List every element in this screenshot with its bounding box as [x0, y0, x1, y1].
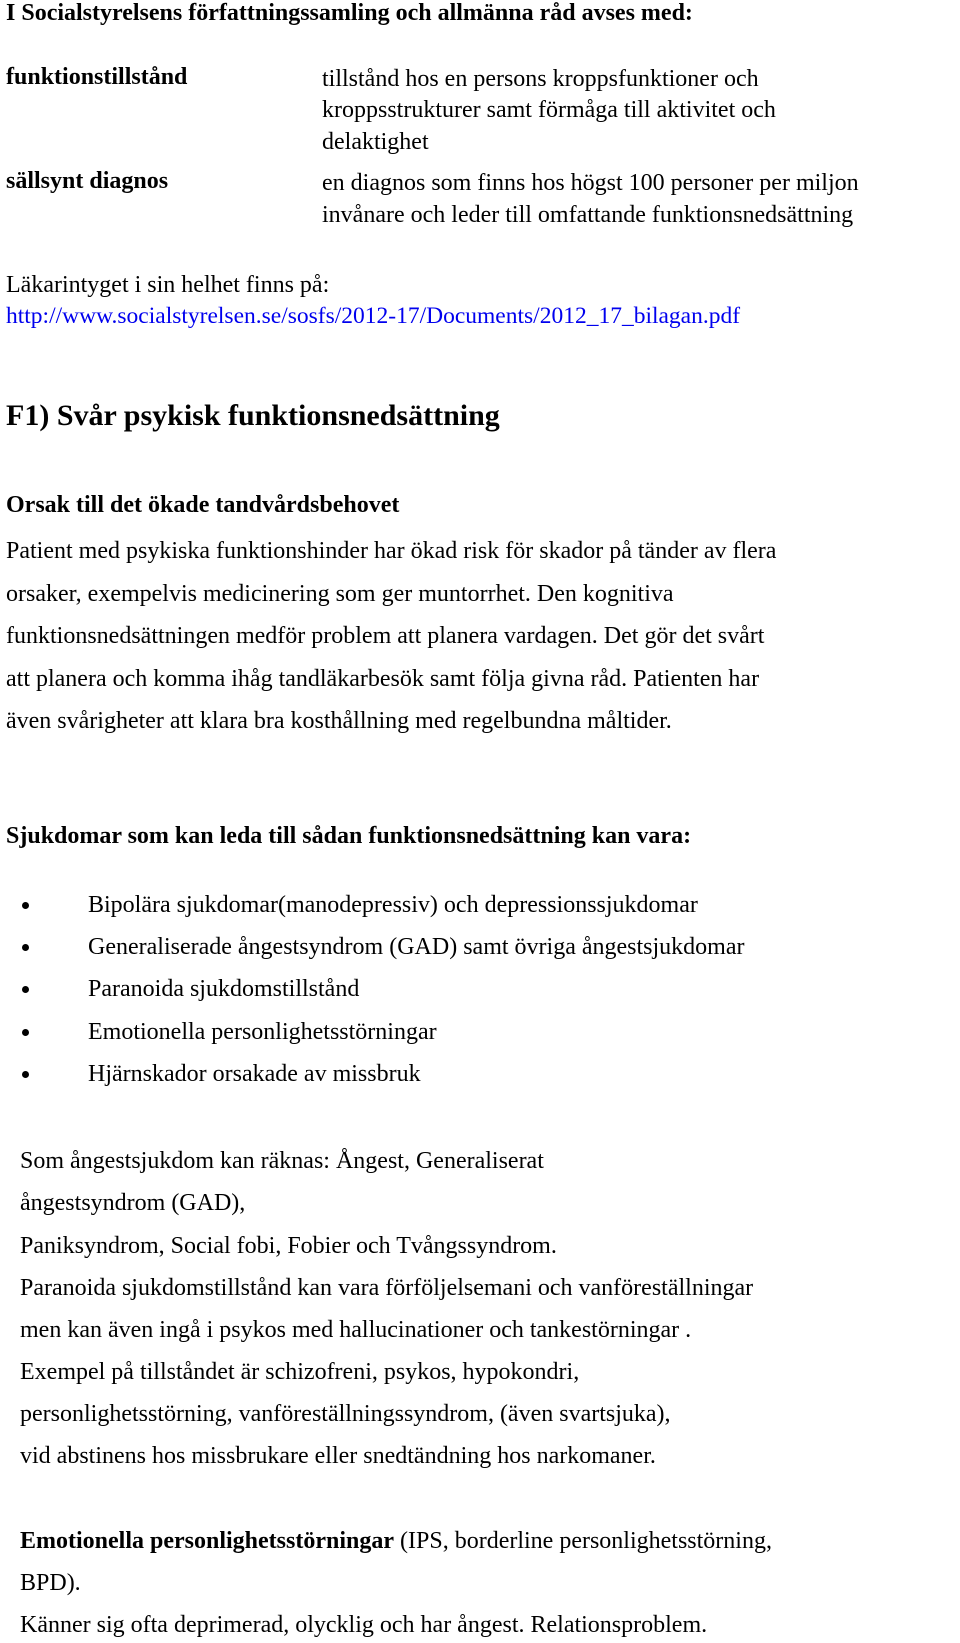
term-sallsynt-diagnos: sällsynt diagnos: [6, 168, 169, 194]
definition-line: en diagnos som finns hos högst 100 personer per miljon: [322, 170, 859, 196]
note-line: Paranoida sjukdomstillstånd kan vara förföljelsemani och vanföreställningar: [20, 1275, 754, 1301]
note-line: men kan även ingå i psykos med hallucinationer och tankestörningar .: [20, 1317, 692, 1343]
list-item: Emotionella personlighetsstörningar: [88, 1019, 437, 1045]
definition-line: delaktighet: [322, 129, 429, 155]
definition-line: kroppsstrukturer samt förmåga till aktivitet och: [322, 97, 776, 123]
bullet-icon: [22, 902, 29, 909]
certificate-text: Läkarintyget i sin helhet finns på:: [6, 272, 330, 298]
emotional-desc: (IPS, borderline personlighetsstörning,: [394, 1528, 772, 1554]
definition-line: invånare och leder till omfattande funktionsnedsättning: [322, 202, 854, 228]
paragraph-line: Patient med psykiska funktionshinder har ökad risk för skador på tänder av flera: [6, 538, 777, 564]
certificate-link[interactable]: http://www.socialstyrelsen.se/sosfs/2012-17/Documents/2012_17_bilagan.pdf: [6, 303, 741, 329]
paragraph-line: orsaker, exempelvis medicinering som ger muntorrhet. Den kognitiva: [6, 581, 674, 607]
note-line: Som ångestsjukdom kan räknas: Ångest, Generaliserat: [20, 1148, 544, 1174]
emotional-line-3: Känner sig ofta deprimerad, olycklig och har ångest. Relationsproblem.: [20, 1612, 708, 1638]
emotional-line: [20, 1528, 772, 1555]
note-line: ångestsyndrom (GAD),: [20, 1190, 246, 1216]
cause-heading: Orsak till det ökade tandvårdsbehovet: [6, 492, 400, 518]
term-funktionstillstand: funktionstillstånd: [6, 64, 188, 90]
list-item: Hjärnskador orsakade av missbruk: [88, 1061, 421, 1087]
bullet-icon: [22, 1029, 29, 1036]
note-line: Paniksyndrom, Social fobi, Fobier och Tvångssyndrom.: [20, 1233, 557, 1259]
paragraph-line: även svårigheter att klara bra kosthållning med regelbundna måltider.: [6, 708, 672, 734]
paragraph-line: funktionsnedsättningen medför problem att planera vardagen. Det gör det svårt: [6, 623, 765, 649]
document-heading: I Socialstyrelsens författningssamling och allmänna råd avses med:: [6, 0, 693, 26]
list-item: Paranoida sjukdomstillstånd: [88, 976, 360, 1002]
paragraph-line: att planera och komma ihåg tandläkarbesök samt följa givna råd. Patienten har: [6, 666, 760, 692]
list-item: Bipolära sjukdomar(manodepressiv) och depressionssjukdomar: [88, 892, 698, 918]
bullet-icon: [22, 986, 29, 993]
note-line: vid abstinens hos missbrukare eller snedtändning hos narkomaner.: [20, 1443, 656, 1469]
note-line: Exempel på tillståndet är schizofreni, psykos, hypokondri,: [20, 1359, 580, 1385]
bullet-icon: [22, 1071, 29, 1078]
diseases-heading: Sjukdomar som kan leda till sådan funktionsnedsättning kan vara:: [6, 823, 692, 849]
bullet-icon: [22, 944, 29, 951]
note-line: personlighetsstörning, vanföreställningssyndrom, (även svartsjuka),: [20, 1401, 671, 1427]
section-title: F1) Svår psykisk funktionsnedsättning: [6, 399, 500, 432]
emotional-line-2: BPD).: [20, 1570, 81, 1596]
emotional-term: Emotionella personlighetsstörningar: [20, 1528, 395, 1554]
definition-line: tillstånd hos en persons kroppsfunktioner och: [322, 66, 759, 92]
list-item: Generaliserade ångestsyndrom (GAD) samt övriga ångestsjukdomar: [88, 934, 745, 960]
